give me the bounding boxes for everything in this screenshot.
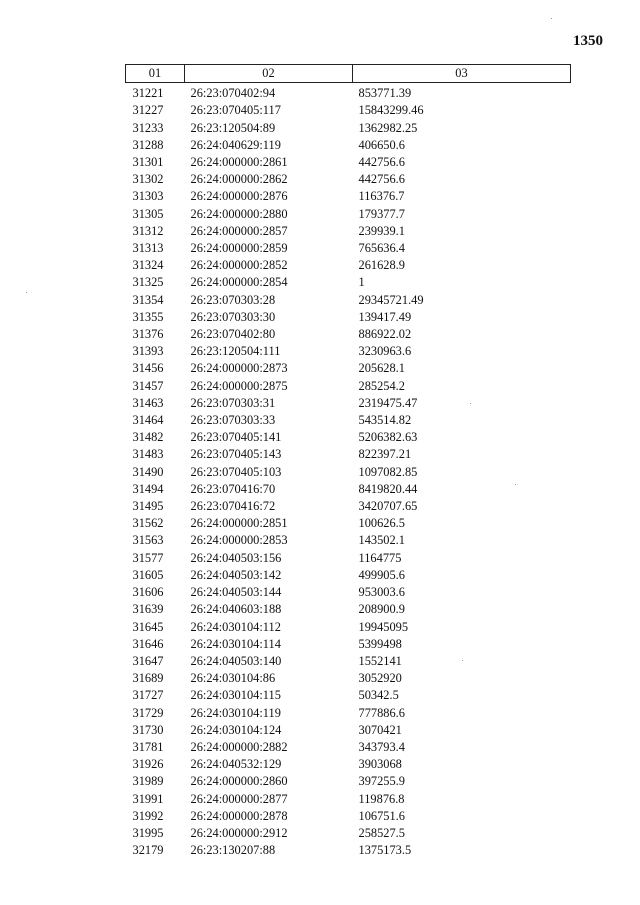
- table-cell-col-01: 31495: [132, 499, 164, 514]
- column-header-02: 02: [185, 65, 353, 83]
- table-cell-col-01: 32179: [132, 843, 164, 858]
- table-cell-col-01: 31989: [132, 774, 164, 789]
- table-cell-col-02: 26:24:000000:2852: [190, 258, 288, 273]
- table-row: [126, 773, 571, 790]
- table-cell-col-03: 15843299.46: [358, 103, 424, 118]
- table-cell-col-02: 26:24:030104:119: [190, 705, 281, 720]
- table-cell-col-03: 5206382.63: [358, 430, 418, 445]
- table-cell-col-02: 26:23:070303:31: [190, 395, 276, 410]
- table-row: [126, 567, 571, 584]
- table-cell-col-01: 31456: [132, 361, 164, 376]
- table-row: [126, 601, 571, 618]
- table-cell-col-02: 26:23:120504:111: [190, 344, 281, 359]
- table-cell-col-03: 100626.5: [358, 516, 405, 531]
- table-cell-col-01: 31324: [132, 258, 164, 273]
- table-cell-col-02: 26:24:000000:2882: [190, 739, 288, 754]
- table-cell-col-02: 26:24:000000:2912: [190, 825, 288, 840]
- table-header: [126, 65, 571, 83]
- table-row: [126, 498, 571, 515]
- table-cell-col-03: 50342.5: [358, 688, 399, 703]
- table-cell-col-03: 3903068: [358, 757, 402, 772]
- table-cell-col-01: 31995: [132, 825, 164, 840]
- table-cell-col-03: 2319475.47: [358, 395, 418, 410]
- table-cell-col-01: 31313: [132, 241, 164, 256]
- table-cell-col-01: 31464: [132, 413, 164, 428]
- table-cell-col-01: 31312: [132, 223, 164, 238]
- table-cell-col-02: 26:23:070416:70: [190, 481, 276, 496]
- table-cell-col-01: 31730: [132, 722, 164, 737]
- table-row: [126, 102, 571, 119]
- table-cell-col-03: 886922.02: [358, 327, 412, 342]
- table-cell-col-03: 205628.1: [358, 361, 405, 376]
- table-row: [126, 653, 571, 670]
- table-cell-col-03: 208900.9: [358, 602, 405, 617]
- table-row: [126, 636, 571, 653]
- scan-speck: [26, 292, 27, 293]
- table-cell-col-01: 31639: [132, 602, 164, 617]
- scan-speck: [515, 484, 516, 485]
- table-body: [126, 83, 571, 860]
- table-cell-col-02: 26:23:070402:80: [190, 327, 276, 342]
- table-cell-col-02: 26:24:040503:156: [190, 550, 282, 565]
- table-cell-col-03: 116376.7: [358, 189, 405, 204]
- table-row: [126, 137, 571, 154]
- table-cell-col-03: 777886.6: [358, 705, 405, 720]
- table-cell-col-03: 499905.6: [358, 567, 405, 582]
- table-cell-col-02: 26:24:000000:2877: [190, 791, 288, 806]
- table-cell-col-01: 31354: [132, 292, 164, 307]
- table-cell-col-01: 31689: [132, 671, 164, 686]
- table-cell-col-01: 31355: [132, 309, 164, 324]
- table-row: [126, 309, 571, 326]
- table-cell-col-02: 26:24:040603:188: [190, 602, 282, 617]
- table-cell-col-01: 31926: [132, 757, 164, 772]
- header-row: [126, 65, 571, 83]
- table-cell-col-02: 26:24:040629:119: [190, 137, 281, 152]
- table-cell-col-02: 26:24:000000:2876: [190, 189, 288, 204]
- table-row: [126, 395, 571, 412]
- table-cell-col-02: 26:23:070405:103: [190, 464, 282, 479]
- table-row: [126, 619, 571, 636]
- table-cell-col-02: 26:24:000000:2880: [190, 206, 288, 221]
- table-row: [126, 171, 571, 188]
- table-row: [126, 670, 571, 687]
- table-cell-col-02: 26:23:070303:30: [190, 309, 276, 324]
- table-row: [126, 257, 571, 274]
- table-cell-col-01: 31992: [132, 808, 164, 823]
- table-cell-col-03: 261628.9: [358, 258, 405, 273]
- table-cell-col-03: 5399498: [358, 636, 402, 651]
- table-cell-col-03: 442756.6: [358, 155, 405, 170]
- table-row: [126, 739, 571, 756]
- table-cell-col-02: 26:24:030104:124: [190, 722, 282, 737]
- table-cell-col-01: 31288: [132, 137, 164, 152]
- table-row: [126, 464, 571, 481]
- table-cell-col-02: 26:24:000000:2854: [190, 275, 288, 290]
- scan-speck: [551, 18, 552, 19]
- table-cell-col-03: 3420707.65: [358, 499, 418, 514]
- table-cell-col-02: 26:24:040503:144: [190, 585, 282, 600]
- table-row: [126, 274, 571, 291]
- table-row: [126, 223, 571, 240]
- table-row: [126, 83, 571, 103]
- table-cell-col-01: 31646: [132, 636, 164, 651]
- table-cell-col-02: 26:24:000000:2859: [190, 241, 288, 256]
- table-cell-col-02: 26:24:000000:2861: [190, 155, 288, 170]
- table-row: [126, 240, 571, 257]
- table-row: [126, 154, 571, 171]
- table-cell-col-03: 239939.1: [358, 223, 405, 238]
- table-cell-col-03: 1164775: [358, 550, 402, 565]
- table-cell-col-03: 3230963.6: [358, 344, 412, 359]
- column-header-01: 01: [126, 65, 185, 83]
- table-cell-col-02: 26:23:070303:33: [190, 413, 276, 428]
- table-cell-col-03: 285254.2: [358, 378, 405, 393]
- table-cell-col-03: 1375173.5: [358, 843, 412, 858]
- table-cell-col-02: 26:24:000000:2875: [190, 378, 288, 393]
- table-cell-col-01: 31647: [132, 653, 164, 668]
- table-cell-col-03: 179377.7: [358, 206, 405, 221]
- table-row: [126, 756, 571, 773]
- table-row: [126, 842, 571, 859]
- column-header-03: 03: [353, 65, 571, 83]
- table-cell-col-01: 31562: [132, 516, 164, 531]
- table-cell-col-01: 31302: [132, 172, 164, 187]
- table-cell-col-03: 143502.1: [358, 533, 405, 548]
- table-cell-col-02: 26:24:000000:2851: [190, 516, 288, 531]
- table-cell-col-02: 26:23:070303:28: [190, 292, 276, 307]
- data-table: [125, 64, 571, 859]
- table-row: [126, 550, 571, 567]
- table-cell-col-01: 31645: [132, 619, 164, 634]
- table-row: [126, 791, 571, 808]
- table-cell-col-01: 31781: [132, 739, 164, 754]
- table-cell-col-03: 442756.6: [358, 172, 405, 187]
- table-cell-col-01: 31463: [132, 395, 164, 410]
- table-cell-col-03: 1097082.85: [358, 464, 418, 479]
- table-cell-col-02: 26:24:040503:140: [190, 653, 282, 668]
- table-cell-col-03: 822397.21: [358, 447, 412, 462]
- table-row: [126, 360, 571, 377]
- table-row: [126, 705, 571, 722]
- table-row: [126, 206, 571, 223]
- table-cell-col-03: 1: [358, 275, 365, 290]
- table-row: [126, 292, 571, 309]
- table-cell-col-01: 31606: [132, 585, 164, 600]
- page-number: 1350: [573, 33, 603, 49]
- table-cell-col-01: 31393: [132, 344, 164, 359]
- table-row: [126, 481, 571, 498]
- table-row: [126, 687, 571, 704]
- table-cell-col-03: 543514.82: [358, 413, 412, 428]
- table-cell-col-02: 26:24:000000:2857: [190, 223, 288, 238]
- table-cell-col-03: 343793.4: [358, 739, 405, 754]
- table-cell-col-03: 1552141: [358, 653, 402, 668]
- table-cell-col-01: 31494: [132, 481, 164, 496]
- table-cell-col-03: 8419820.44: [358, 481, 418, 496]
- scan-speck: [462, 660, 463, 661]
- table-cell-col-01: 31483: [132, 447, 164, 462]
- table-row: [126, 378, 571, 395]
- table-cell-col-03: 853771.39: [358, 86, 412, 101]
- table-row: [126, 532, 571, 549]
- table-cell-col-01: 31303: [132, 189, 164, 204]
- table-row: [126, 188, 571, 205]
- table-cell-col-01: 31727: [132, 688, 164, 703]
- table-cell-col-01: 31457: [132, 378, 164, 393]
- table-cell-col-03: 106751.6: [358, 808, 405, 823]
- table-row: [126, 446, 571, 463]
- table-cell-col-03: 1362982.25: [358, 120, 418, 135]
- table-row: [126, 412, 571, 429]
- table-cell-col-01: 31221: [132, 86, 164, 101]
- table-cell-col-02: 26:23:070416:72: [190, 499, 276, 514]
- table-row: [126, 429, 571, 446]
- table-cell-col-03: 258527.5: [358, 825, 405, 840]
- table-cell-col-01: 31233: [132, 120, 164, 135]
- table-cell-col-02: 26:24:040503:142: [190, 567, 282, 582]
- table-cell-col-02: 26:24:030104:114: [190, 636, 281, 651]
- table-cell-col-01: 31301: [132, 155, 164, 170]
- table-cell-col-03: 119876.8: [358, 791, 405, 806]
- table-cell-col-02: 26:24:030104:86: [190, 671, 276, 686]
- scan-speck: [470, 403, 471, 404]
- table-cell-col-02: 26:23:130207:88: [190, 843, 276, 858]
- table-row: [126, 120, 571, 137]
- table-cell-col-02: 26:24:030104:115: [190, 688, 281, 703]
- table-cell-col-03: 406650.6: [358, 137, 405, 152]
- table-cell-col-03: 397255.9: [358, 774, 405, 789]
- table-cell-col-01: 31325: [132, 275, 164, 290]
- table-cell-col-02: 26:24:000000:2862: [190, 172, 288, 187]
- table-cell-col-03: 29345721.49: [358, 292, 424, 307]
- table-cell-col-02: 26:23:070405:141: [190, 430, 282, 445]
- table-cell-col-01: 31991: [132, 791, 164, 806]
- table-cell-col-02: 26:24:000000:2853: [190, 533, 288, 548]
- table-cell-col-02: 26:23:070405:117: [190, 103, 281, 118]
- table-cell-col-03: 953003.6: [358, 585, 405, 600]
- table-cell-col-01: 31227: [132, 103, 164, 118]
- table-row: [126, 584, 571, 601]
- table-cell-col-02: 26:24:040532:129: [190, 757, 282, 772]
- table-cell-col-02: 26:24:000000:2873: [190, 361, 288, 376]
- table-cell-col-01: 31577: [132, 550, 164, 565]
- table-cell-col-03: 765636.4: [358, 241, 405, 256]
- table-cell-col-02: 26:24:000000:2878: [190, 808, 288, 823]
- table-row: [126, 343, 571, 360]
- table-cell-col-03: 3070421: [358, 722, 402, 737]
- table-row: [126, 808, 571, 825]
- table-cell-col-03: 19945095: [358, 619, 409, 634]
- table-cell-col-02: 26:24:030104:112: [190, 619, 281, 634]
- table-cell-col-01: 31490: [132, 464, 164, 479]
- table-cell-col-02: 26:24:000000:2860: [190, 774, 288, 789]
- table-row: [126, 825, 571, 842]
- table-cell-col-02: 26:23:070405:143: [190, 447, 282, 462]
- table-cell-col-02: 26:23:070402:94: [190, 86, 276, 101]
- table-cell-col-01: 31305: [132, 206, 164, 221]
- table-cell-col-02: 26:23:120504:89: [190, 120, 276, 135]
- table-cell-col-01: 31482: [132, 430, 164, 445]
- table-cell-col-01: 31376: [132, 327, 164, 342]
- table-cell-col-01: 31729: [132, 705, 164, 720]
- table-cell-col-03: 3052920: [358, 671, 402, 686]
- table-row: [126, 326, 571, 343]
- data-table-container: [125, 64, 570, 859]
- table-row: [126, 515, 571, 532]
- table-row: [126, 722, 571, 739]
- table-cell-col-01: 31605: [132, 567, 164, 582]
- table-cell-col-03: 139417.49: [358, 309, 412, 324]
- table-cell-col-01: 31563: [132, 533, 164, 548]
